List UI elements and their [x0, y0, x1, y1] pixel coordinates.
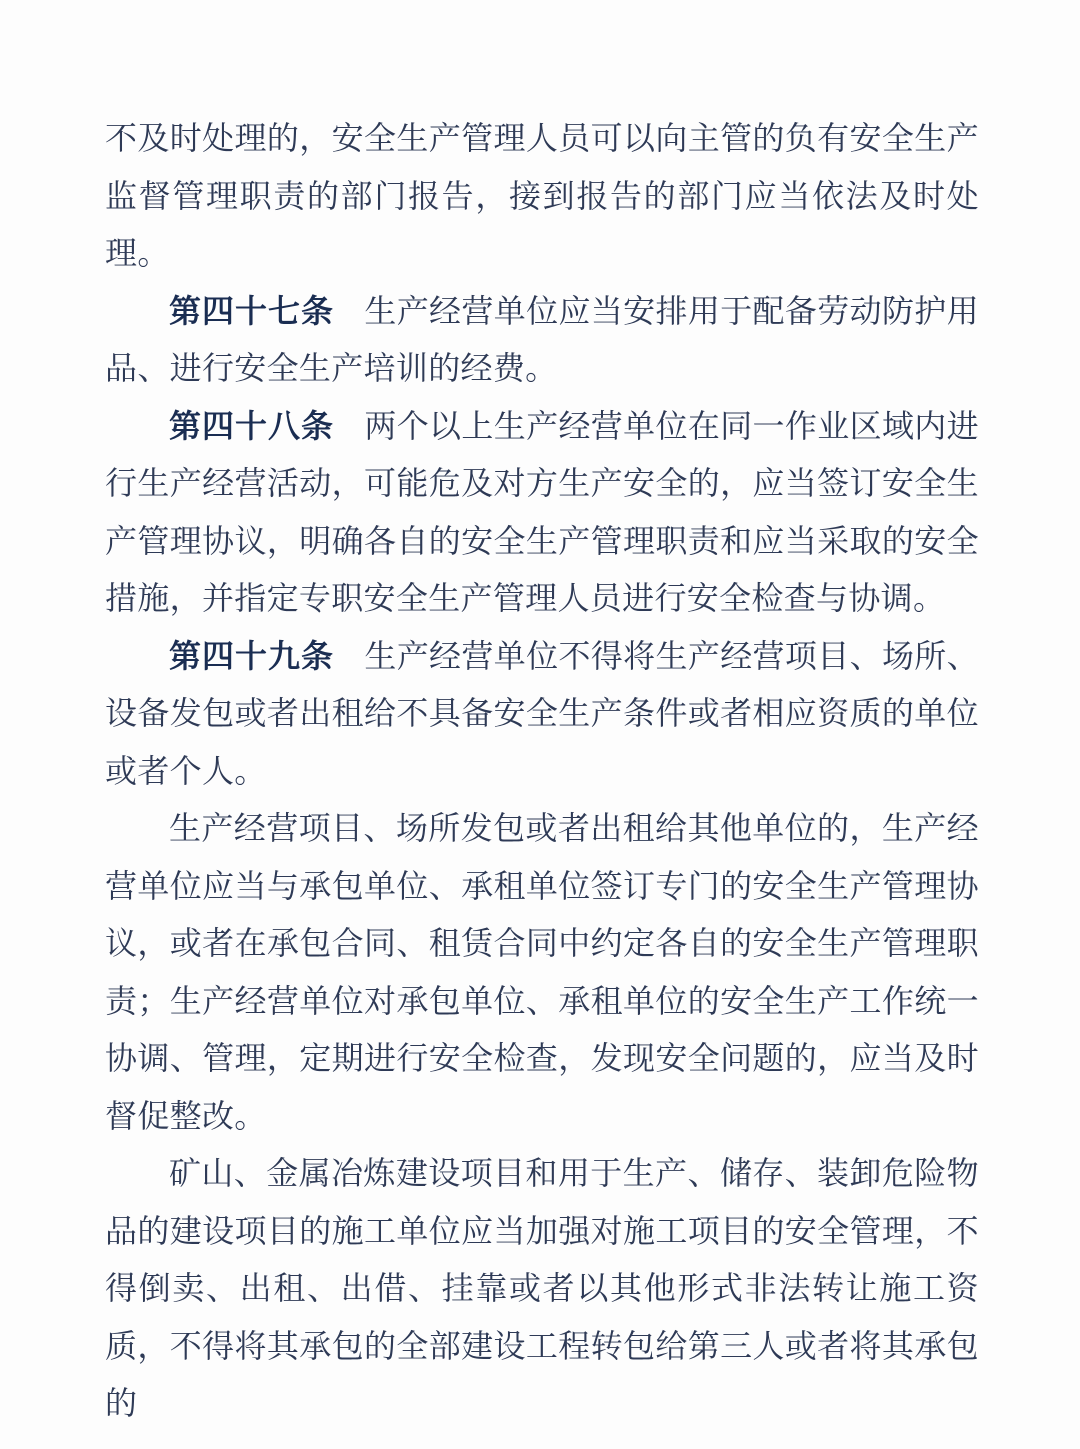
paragraph-text: 矿山、金属冶炼建设项目和用于生产、储存、装卸危险物品的建设项目的施工单位应当加强对施工项目的安全管理，不得倒卖、出租、出借、挂靠或者以其他形式非法转让施工资质，不得将其承包的全部建设工程转包给第三人或者将其承包的 [105, 1155, 979, 1421]
paragraph [105, 283, 979, 398]
paragraph-text: 两个以上生产经营单位在同一作业区域内进行生产经营活动，可能危及对方生产安全的，应当签订安全生产管理协议，明确各自的安全生产管理职责和应当采取的安全措施，并指定专职安全生产管理人员进行安全检查与协调。 [105, 407, 979, 616]
paragraph-text: 生产经营单位不得将生产经营项目、场所、设备发包或者出租给不具备安全生产条件或者相应资质的单位或者个人。 [105, 637, 979, 789]
paragraph-text: 不及时处理的，安全生产管理人员可以向主管的负有安全生产监督管理职责的部门报告，接到报告的部门应当依法及时处理。 [105, 120, 979, 271]
paragraph-text: 生产经营单位应当安排用于配备劳动防护用品、进行安全生产培训的经费。 [105, 292, 979, 386]
paragraph [105, 800, 979, 1145]
article-number: 第四十七条 [169, 292, 334, 329]
article-number: 第四十八条 [169, 407, 334, 444]
paragraph [105, 398, 979, 628]
paragraph-text: 生产经营项目、场所发包或者出租给其他单位的，生产经营单位应当与承包单位、承租单位签订专门的安全生产管理协议，或者在承包合同、租赁合同中约定各自的安全生产管理职责；生产经营单位对承包单位、承租单位的安全生产工作统一协调、管理，定期进行安全检查，发现安全问题的，应当及时督促整改。 [105, 810, 979, 1134]
paragraph [105, 1145, 979, 1433]
article-number: 第四十九条 [169, 637, 334, 674]
paragraph [105, 110, 979, 283]
document-body [105, 110, 979, 1433]
paragraph [105, 628, 979, 801]
